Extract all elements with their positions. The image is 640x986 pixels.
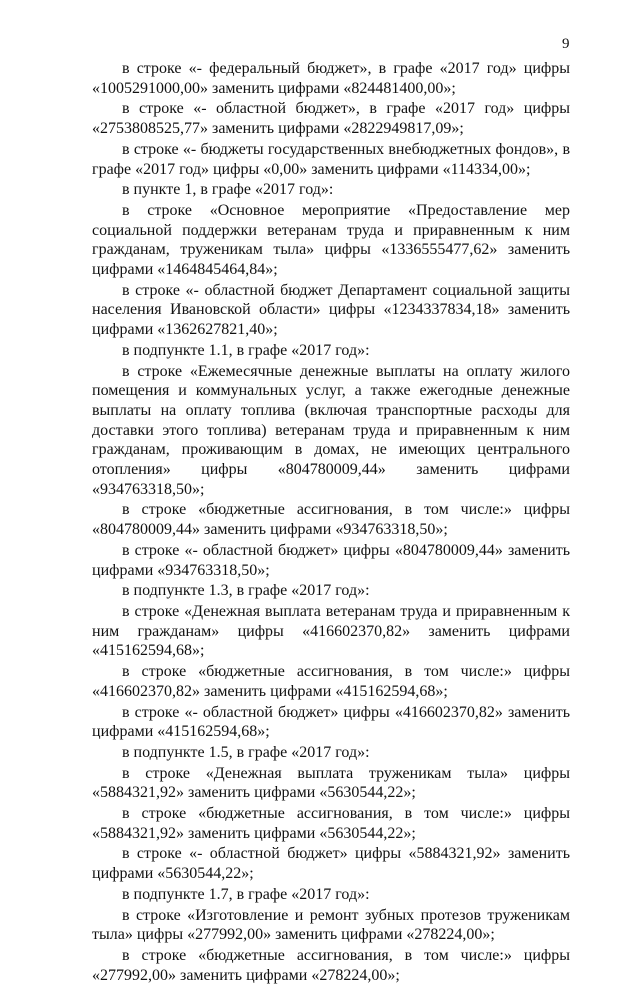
paragraph: в строке «Денежная выплата труженикам тыла» цифры «5884321,92» заменить цифрами «5630544,22»; — [92, 764, 570, 802]
paragraph: в подпункте 1.3, в графе «2017 год»: — [122, 582, 370, 600]
paragraph: в строке «бюджетные ассигнования, в том числе:» цифры «804780009,44» заменить цифрами «934763318,50»; — [92, 501, 570, 539]
paragraph: в строке «- бюджеты государственных внебюджетных фондов», в графе «2017 год» цифры «0,00» заменить цифрами «114334,00»; — [92, 140, 570, 178]
paragraph: в строке «- областной бюджет Департамент социальной защиты населения Ивановской области» цифры «1234337834,18» заменить цифрами «1362627821,40»; — [92, 281, 570, 339]
paragraph: в строке «- областной бюджет», в графе «2017 год» цифры «2753808525,77» заменить цифрами «2822949817,09»; — [92, 100, 570, 138]
paragraph: в пункте 1, в графе «2017 год»: — [122, 181, 334, 199]
paragraph: в подпункте 1.1, в графе «2017 год»: — [122, 341, 370, 359]
paragraph: в строке «- федеральный бюджет», в графе «2017 год» цифры «1005291000,00» заменить цифрами «824481400,00»; — [92, 60, 570, 97]
paragraph: в строке «Денежная выплата ветеранам труда и приравненным к ним гражданам» цифры «416602370,82» заменить цифрами «415162594,68»; — [92, 602, 570, 660]
paragraph: в строке «бюджетные ассигнования, в том числе:» цифры «416602370,82» заменить цифрами «415162594,68»; — [92, 663, 570, 700]
paragraph: в строке «Изготовление и ремонт зубных протезов труженикам тыла» цифры «277992,00» заменить цифрами «278224,00»; — [92, 906, 570, 944]
paragraph: в подпункте 1.5, в графе «2017 год»: — [122, 743, 370, 761]
paragraph: в подпункте 1.7, в графе «2017 год»: — [122, 885, 370, 903]
paragraph: в строке «Ежемесячные денежные выплаты на оплату жилого помещения и коммунальных услуг, а также ежегодные денежные выплаты на оплату топлива (включая транспортные расходы для доставки этого топлива) ветеранам труда и приравненным к ним гражданам, проживающим в домах, не имеющих центрального отопления» цифры «804780009,44» заменить цифрами «934763318,50»; — [92, 362, 570, 498]
paragraph: в строке «- областной бюджет» цифры «5884321,92» заменить цифрами «5630544,22»; — [92, 845, 570, 883]
document-body — [92, 59, 570, 986]
page-number: 9 — [562, 36, 570, 52]
paragraph: в строке «- областной бюджет» цифры «416602370,82» заменить цифрами «415162594,68»; — [92, 703, 570, 741]
paragraph: в строке «бюджетные ассигнования, в том числе:» цифры «277992,00» заменить цифрами «278224,00»; — [92, 946, 570, 984]
paragraph: в строке «бюджетные ассигнования, в том числе:» цифры «5884321,92» заменить цифрами «5630544,22»; — [92, 805, 570, 842]
paragraph: в строке «- областной бюджет» цифры «804780009,44» заменить цифрами «934763318,50»; — [92, 541, 570, 579]
paragraph: в строке «Основное мероприятие «Предоставление мер социальной поддержки ветеранам труда и приравненным к ним гражданам, труженикам тыла» цифры «1336555477,62» заменить цифрами «1464845464,84»; — [92, 201, 570, 279]
